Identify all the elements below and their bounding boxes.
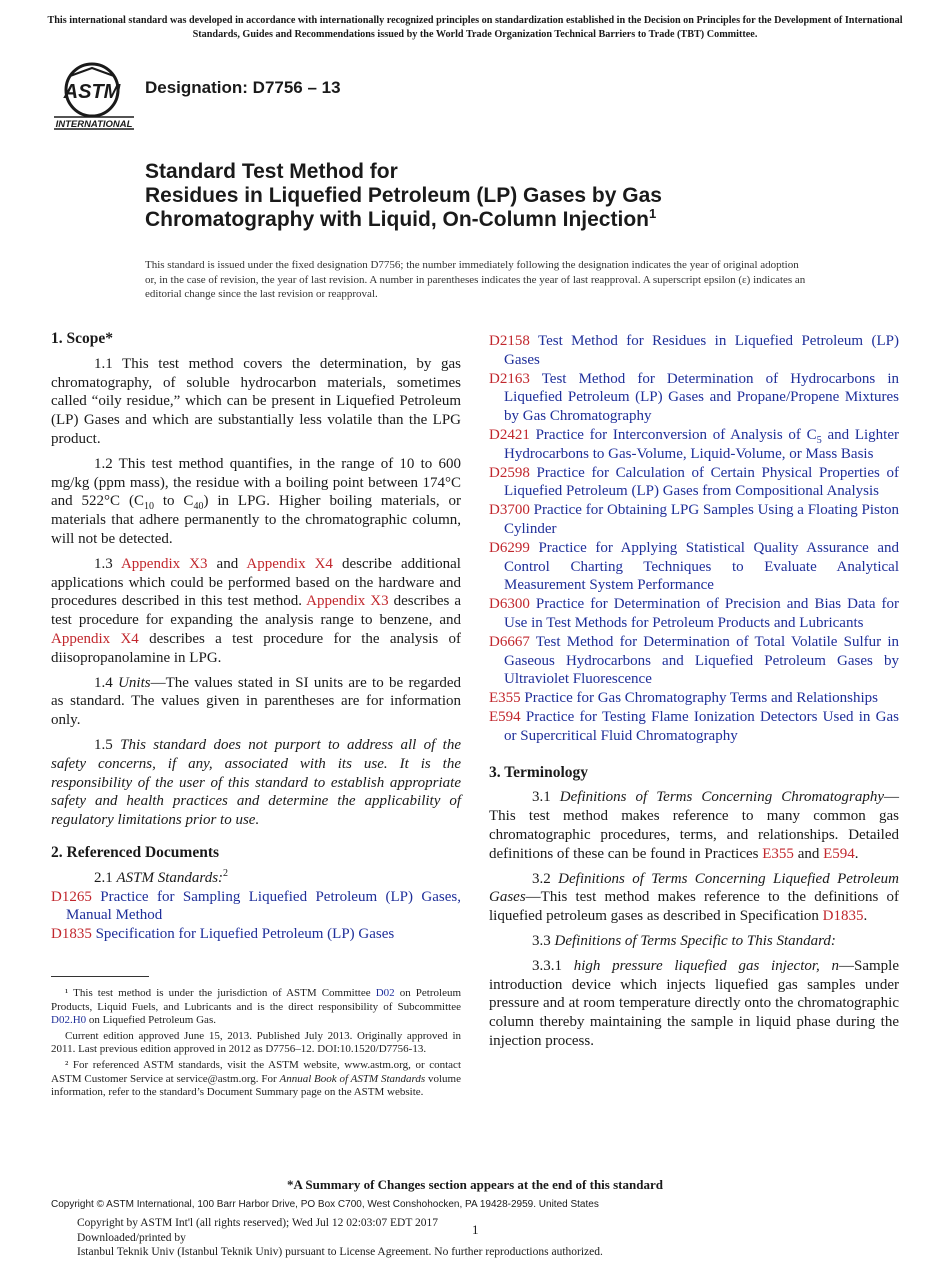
footer-line-1: Copyright by ASTM Int'l (all rights reserved); Wed Jul 12 02:03:07 EDT 2017 [77, 1217, 439, 1229]
reference-d1835[interactable]: D1835 Specification for Liquefied Petroleum (LP) Gases [51, 926, 395, 943]
terminology-3-1: 3.1 Definitions of Terms Concerning Chromatography—This test method makes reference to many common gas chromatographic procedures, terms, and relationships. Detailed definitions of these can be found in Practices E355 and E594. [489, 789, 900, 862]
reference-d1265[interactable]: D1265 Practice for Sampling Liquefied Petroleum (LP) Gases, Manual Method [51, 888, 462, 924]
footer-line-3: Istanbul Teknik Univ (Istanbul Teknik Univ) pursuant to License Agreement. No further reproductions authorized. [77, 1246, 603, 1258]
reference-d2163[interactable]: D2163 Test Method for Determination of Hydrocarbons in Liquefied Petroleum (LP) Gases and Propane/Propene Mixtures by Gas Chromatography [489, 370, 899, 425]
committee-d02-link[interactable]: D02 [375, 987, 395, 999]
reference-d6667[interactable]: D6667 Test Method for Determination of Total Volatile Sulfur in Gaseous Hydrocarbons and Liquefied Petroleum Gases by Ultraviolet Fluorescence [489, 633, 899, 688]
scope-1-4: 1.4 Units—The values stated in SI units are to be regarded as standard. The values given in parentheses are for information only. [51, 674, 462, 729]
astm-standards-subheading: 2.1 ASTM Standards:$^2$ [94, 867, 229, 886]
document-title [145, 160, 865, 232]
appendix-x3-link[interactable]: Appendix X3 [306, 593, 389, 610]
issuance-statement: This standard is issued under the fixed designation D7756; the number immediately following the designation indicates the year of original adoption or, in the case of revision, the year of last revision. A number in parentheses indicates the year of last reapproval. A superscript epsilon (ε) indicates an editorial change since the last revision or reapproval. [145, 259, 806, 300]
reference-d2421[interactable]: D2421 Practice for Interconversion of Analysis of $C_5$ and Lighter Hydrocarbons to Gas-Volume, Liquid-Volume, or Mass Basis [489, 426, 899, 462]
subcommittee-link[interactable]: D02.H0 [51, 1014, 87, 1027]
terminology-3-2: 3.2 Definitions of Terms Concerning Liquefied Petroleum Gases—This test method makes reference to the definitions of liquefied petroleum gases as described in Specification D1835. [489, 870, 900, 925]
title-line-3: Chromatography with Liquid, On-Column Injection [145, 208, 649, 231]
reference-d2158[interactable]: D2158 Test Method for Residues in Liquefied Petroleum (LP) Gases [489, 333, 899, 368]
d1835-link[interactable]: D1835 [822, 908, 864, 925]
referenced-documents-heading: 2. Referenced Documents [51, 843, 220, 861]
scope-heading: 1. Scope* [51, 330, 113, 347]
logo-subtext: INTERNATIONAL [55, 119, 133, 130]
terminology-3-3: 3.3 Definitions of Terms Specific to This Standard: [532, 932, 836, 949]
scope-1-2: 1.2 This test method quantifies, in the range of 10 to 600 mg/kg (ppm mass), the residue with a boiling point between 174°C and 522°C ($C_{10}$ to $C_{40}$) in LPG. Higher boiling materials, or materials that adhere permanently to the chromatographic column, will not be detected. [51, 455, 461, 547]
right-column [489, 332, 899, 1057]
reference-e355[interactable]: E355 Practice for Gas Chromatography Terms and Relationships [489, 690, 879, 707]
title-line-2: Residues in Liquefied Petroleum (LP) Gases by Gas [145, 184, 662, 207]
reference-e594[interactable]: E594 Practice for Testing Flame Ionization Detectors Used in Gas or Supercritical Fluid Chromatography [489, 708, 899, 744]
terminology-3-3-1: 3.3.1 high pressure liquefied gas injector, n—Sample introduction device which injects liquefied gas samples under pressure and at room temperature directly onto the chromatographic column thereby maintaining the sample in liquid phase during the injection process. [489, 957, 899, 1049]
footnotes [51, 987, 461, 1102]
appendix-x4-link[interactable]: Appendix X4 [246, 555, 333, 572]
logo-text: ASTM [63, 81, 121, 103]
reference-d6299[interactable]: D6299 Practice for Applying Statistical Quality Assurance and Control Charting Techniques to Evaluate Analytical Measurement System Performance [489, 539, 900, 594]
footnote-divider [51, 976, 149, 977]
scope-1-5: 1.5 This standard does not purport to address all of the safety concerns, if any, associated with its use. It is the responsibility of the user of this standard to establish appropriate safety and health practices and determine the applicability of regulatory limitations prior to use. [51, 736, 462, 829]
copyright-line: Copyright © ASTM International, 100 Barr Harbor Drive, PO Box C700, West Conshohocken, PA 19428-2959. United States [51, 1199, 599, 1210]
footnote-edition: Current edition approved June 15, 2013. Published July 2013. Originally approved in 2011. Last previous edition approved in 2012 as D7756–12. DOI:10.1520/D7756-13. [51, 1029, 461, 1056]
download-footer [77, 1216, 603, 1260]
footer-line-2: Downloaded/printed by [77, 1231, 186, 1244]
standards-notice: This international standard was developed in accordance with internationally recognized principles on standardization established in the Decision on Principles for the Development of International Standards, Guides and Recommendations issued by the World Trade Organization Technical Barriers to Trade (TBT) Committee. [47, 15, 903, 40]
appendix-x4-link[interactable]: Appendix X4 [51, 630, 139, 647]
e355-link[interactable]: E355 [762, 845, 794, 862]
footnote-1: ¹ This test method is under the jurisdiction of ASTM Committee D02 on Petroleum Products, Liquid Fuels, and Lubricants and is the direct responsibility of Subcommittee D02.H0 on Liquefied Petroleum Gas. [51, 987, 462, 1027]
designation: Designation: D7756 – 13 [145, 78, 341, 97]
terminology-heading: 3. Terminology [489, 763, 589, 781]
title-line-1: Standard Test Method for [145, 160, 398, 183]
astm-logo-icon [52, 58, 136, 130]
summary-of-changes-note: *A Summary of Changes section appears at the end of this standard [287, 1177, 663, 1192]
reference-d3700[interactable]: D3700 Practice for Obtaining LPG Samples Using a Floating Piston Cylinder [489, 502, 900, 537]
scope-1-1: 1.1 This test method covers the determination, by gas chromatography, of soluble hydrocarbon materials, sometimes called “oily residue,” which can be present in Liquefied Petroleum (LP) Gases and which are substantially less volatile than the LPG product. [51, 355, 461, 447]
e594-link[interactable]: E594 [823, 845, 855, 862]
scope-1-3: 1.3 Appendix X3 and Appendix X4 describe additional applications which could be performed based on the hardware and procedures described in this test method. Appendix X3 describes a test procedure for expanding the analysis range to benzene, and Appendix X4 describes a test procedure for the analysis of diisopropanolamine in LPG. [51, 555, 462, 666]
title-footnote-mark: 1 [648, 206, 657, 221]
appendix-x3-link[interactable]: Appendix X3 [120, 555, 208, 572]
left-column [51, 330, 461, 944]
footnote-2: ² For referenced ASTM standards, visit the ASTM website, www.astm.org, or contact ASTM Customer Service at service@astm.org. For Annual Book of ASTM Standards volume information, refer to the standard’s Document Summary page on the ASTM website. [51, 1058, 461, 1099]
page-number: 1 [472, 1222, 479, 1237]
reference-d2598[interactable]: D2598 Practice for Calculation of Certain Physical Properties of Liquefied Petroleum (LP) Gases from Compositional Analysis [489, 464, 900, 500]
reference-d6300[interactable]: D6300 Practice for Determination of Precision and Bias Data for Use in Test Methods for Petroleum Products and Lubricants [489, 596, 899, 631]
